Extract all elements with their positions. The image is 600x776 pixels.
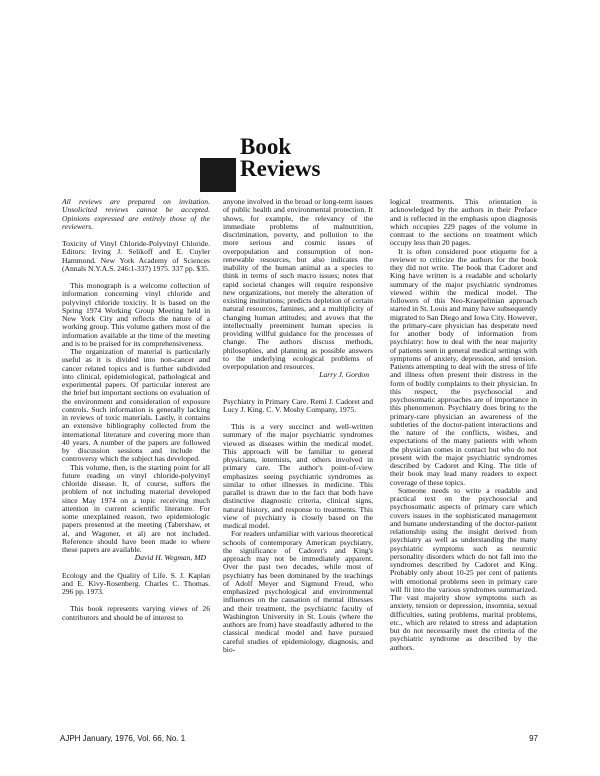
book-citation-psychiatry: Psychiatry in Primary Care. Remi J. Cadoret and Lucy J. King. C. V. Mosby Company, 1975. xyxy=(223,396,373,414)
reviewer-signature: Larry J. Gordon xyxy=(319,370,369,380)
reviewer-signature: David H. Wegman, MD xyxy=(134,553,206,563)
section-title-line1: Book xyxy=(240,134,292,159)
header-rule-block xyxy=(200,158,236,192)
editorial-note: All reviews are prepared on invitation. Unsolicited reviews cannot be accepted. Opinions expressed are entirely those of the reviewers. xyxy=(62,197,210,231)
review-paragraph: This is a very succinct and well-written summary of the major psychiatric syndromes viewed as diseases within the medical model. This approach will be familiar to general physicians, internists, and others involved in primary care. The author's point-of-view emphasizes seeing psychiatric syndromes as similar to other illnesses in medicine. This parallel is drawn due to the fact that both have distinctive diagnostic criteria, clinical signs, natural history, and response to treatments. This view of psychiatry is closely based on the medical model. xyxy=(223,422,373,530)
journal-footer: AJPH January, 1976, Vol. 66, No. 1 xyxy=(60,734,186,743)
review-paragraph: anyone involved in the broad or long-term issues of public health and environmental protection. It shows, for example, the relevancy of the immediate problems of malnutrition, discrimination, poverty, and pollution to the more serious and cosmic issues of overpopulation and consumption of non-renewable resources, but also indicates the inability of the human animal as a species to think in terms of such macro issues; notes that rapid societal changes will require responsive new organizations, not merely the alteration of existing institutions; predicts depletion of certain natural resources, famines, and a multiplicity of changing human attitudes; and avows that the intellectually preeminent human species is providing willful guidance for the processes of change. The authors discuss methods, philosophies, and planning as possible answers to the underlying ecological problems of overpopulation and resources. xyxy=(223,197,373,371)
column-3 xyxy=(390,198,537,652)
review-paragraph: logical treatments. This orientation is acknowledged by the authors in their Preface and is reflected in the emphasis upon diagnosis which occupies 229 pages of the volume in contrast to the sections on treatment which occupy less than 20 pages. xyxy=(390,197,537,248)
review-paragraph: This volume, then, is the starting point for all future reading on vinyl chloride-polyvinyl chloride disease. It, of course, suffers the problem of not including material developed since May 1974 on a topic receiving much attention in current scientific literature. For some unexplained reason, two epidemiologic papers presented at the meeting (Tabershaw, et al, and Wagoner, et al) are not included. Reference should have been made to where these papers are available. xyxy=(62,462,210,554)
review-paragraph: Someone needs to write a readable and practical text on the psychosocial and psychosomatic aspects of primary care which covers issues in the sophisticated management and humane understanding of the doctor-patient relationship using the insight derived from psychiatry as well as understanding the many psychiatric symptoms such as neurotic personality disorders which do not fall into the syndromes described by Cadoret and King. Probably only about 10-25 per cent of patients with emotional problems seen in primary care will fit into the various syndromes summarized. The vast majority show symptoms such as anxiety, tension or depression, insomnia, sexual difficulties, eating problems, marital problems, etc., which are related to stress and adaptation but do not necessarily meet the criteria of the psychiatric syndrome as described by the authors. xyxy=(390,485,537,652)
review-paragraph: For readers unfamiliar with various theoretical schools of contemporary American psychiatry, the significance of Cadoret's and King's approach may not be immediately apparent. Over the past two decades, while most of psychiatry has been dominated by the teachings of Adolf Meyer and Sigmund Freud, who emphasized psychological and environmental influences on the causation of mental illnesses and their treatment, the psychiatric faculty of Washington University in St. Louis (where the authors are from) have steadfastly adhered to the classical medical model and have pursued careful studies of epidemiology, diagnosis, and bio- xyxy=(223,529,373,654)
book-citation-ecology: Ecology and the Quality of Life. S. J. Kaplan and E. Kivy-Rosenberg. Charles C. Thomas. 296 pp. 1973. xyxy=(62,570,210,596)
page-number: 97 xyxy=(529,734,538,743)
column-1 xyxy=(62,198,210,622)
column-2 xyxy=(223,198,373,654)
review-paragraph: The organization of material is particularly useful as it is divided into non-cancer and cancer related topics and is further subdivided into clinical, epidemiological, pathological and experimental papers. Of particular interest are the brief but important sections on evaluation of the environment and consideration of exposure controls. Such information is generally lacking in reviews of toxic materials. Lastly, it contains an extensive bibliography collected from the international literature and covering more than 40 years. A number of the papers are followed by discussion sessions and include the controversy which the subject has developed. xyxy=(62,347,210,464)
review-paragraph: This monograph is a welcome collection of information concerning vinyl chloride and polyvinyl chloride toxicity. It is based on the Spring 1974 Working Group Meeting held in New York City and reflects the nature of a working group. This volume gathers most of the information available at the time of the meeting and is to be praised for its comprehensiveness. xyxy=(62,281,210,348)
section-title xyxy=(240,136,320,180)
review-paragraph: This book represents varying views of 26 contributors and should be of interest to xyxy=(62,604,210,622)
section-title-line2: Reviews xyxy=(240,156,321,181)
review-paragraph: It is often considered poor etiquette for a reviewer to criticize the authors for the book they did not write. The book that Cadoret and King have written is a readable and scholarly summary of the major psychiatric syndromes viewed within the medical model. The followers of this Neo-Kraepelinian approach started in St. Louis and many have subsequently migrated to San Diego and Iowa City. However, the primary-care physician has desperate need for another body of information from psychiatry: how to deal with the near majority of patients seen in general medical settings with symptoms of anxiety, depression, and tension. Patients attempting to deal with the stress of life and illness often present their distress in the form of bodily complaints to their physician. In this respect, the psychosocial and psychosomatic approaches are of importance in this phenomenon. Psychiatry does bring to the primary-care physician an awareness of the subtleties of the doctor-patient interactions and the nature of the conflicts, wishes, and expectations of the many patients with whom the physician comes in contact but who do not present with the major psychiatric syndromes described by Cadoret and King. The title of their book may lead many readers to expect coverage of these topics. xyxy=(390,246,537,487)
book-citation-vinyl-chloride: Toxicity of Vinyl Chloride-Polyvinyl Chloride. Editors: Irving J. Selikoff and E. Cuyler Hammond. New York Academy of Sciences (Annals N.Y.A.S. 246:1-337) 1975. 337 pp. $35. xyxy=(62,239,210,273)
